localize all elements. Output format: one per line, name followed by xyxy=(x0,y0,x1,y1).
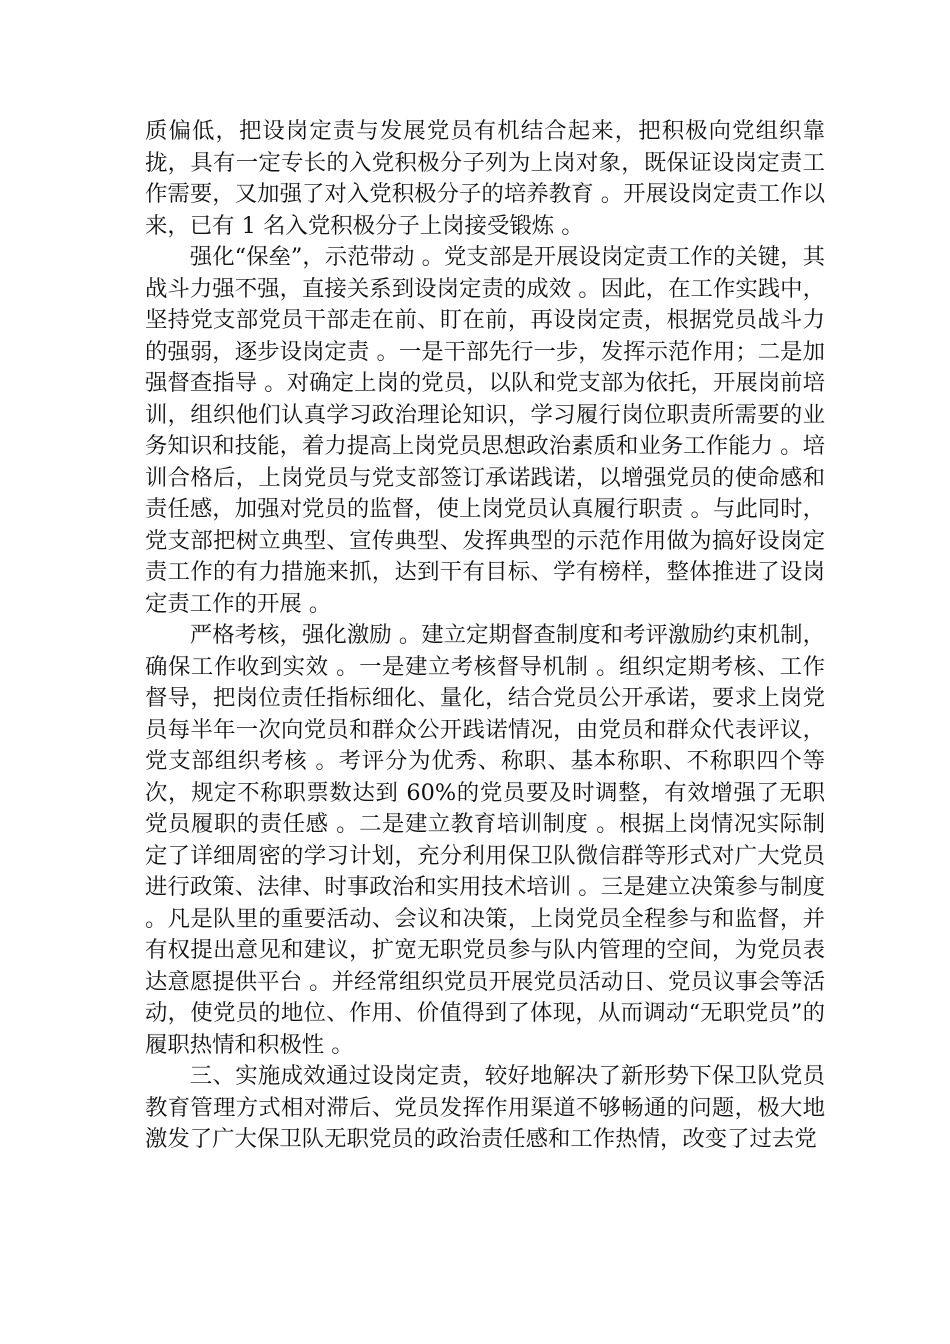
paragraph-continuation: 质偏低，把设岗定责与发展党员有机结合起来，把积极向党组织靠拢，具有一定专长的入党积极分子列为上岗对象，既保证设岗定责工作需要，又加强了对入党积极分子的培养教育 。开展设岗定责工作以来，已有 1 名入党积极分子上岗接受锻炼 。 xyxy=(145,118,825,239)
paragraph-strengthen-fortress: 强化“保垒”，示范带动 。党支部是开展设岗定责工作的关键，其战斗力强不强，直接关系到设岗定责的成效 。因此，在工作实践中，坚持党支部党员干部走在前、盯在前，再设岗定责，根据党员战斗力的强弱，逐步设岗定责 。一是干部先行一步，发挥示范作用；二是加强督查指导 。对确定上岗的党员，以队和党支部为依托，开展岗前培训，组织他们认真学习政治理论知识，学习履行岗位职责所需要的业务知识和技能，着力提高上岗党员思想政治素质和业务工作能力 。培训合格后，上岗党员与党支部签订承诺践诺，以增强党员的使命感和责任感，加强对党员的监督，使上岗党员认真履行职责 。与此同时，党支部把树立典型、宣传典型、发挥典型的示范作用做为搞好设岗定责工作的有力措施来抓，达到干有目标、学有榜样，整体推进了设岗定责工作的开展 。 xyxy=(145,244,825,617)
paragraph-strict-assessment: 严格考核，强化激励 。建立定期督查制度和考评激励约束机制，确保工作收到实效 。一是建立考核督导机制 。组织定期考核、工作督导，把岗位责任指标细化、量化，结合党员公开承诺，要求上岗党员每半年一次向党员和群众公开践诺情况，由党员和群众代表评议，党支部组织考核 。考评分为优秀、称职、基本称职、不称职四个等次，规定不称职票数达到 60%的党员要及时调整，有效增强了无职党员履职的责任感 。二是建立教育培训制度 。根据上岗情况实际制定了详细周密的学习计划，充分利用保卫队微信群等形式对广大党员进行政策、法律、时事政治和实用技术培训 。三是建立决策参与制度 。凡是队里的重要活动、会议和决策，上岗党员全程参与和监督，并有权提出意见和建议，扩宽无职党员参与队内管理的空间，为党员表达意愿提供平台 。并经常组织党员开展党员活动日、党员议事会等活动，使党员的地位、作用、价值得到了体现，从而调动“无职党员”的履职热情和积极性 。 xyxy=(145,622,825,1058)
paragraph-implementation-results: 三、实施成效通过设岗定责，较好地解决了新形势下保卫队党员教育管理方式相对滞后、党员发挥作用渠道不够畅通的问题，极大地激发了广大保卫队无职党员的政治责任感和工作热情，改变了过去党 xyxy=(145,1063,825,1152)
document-page xyxy=(145,116,825,1156)
